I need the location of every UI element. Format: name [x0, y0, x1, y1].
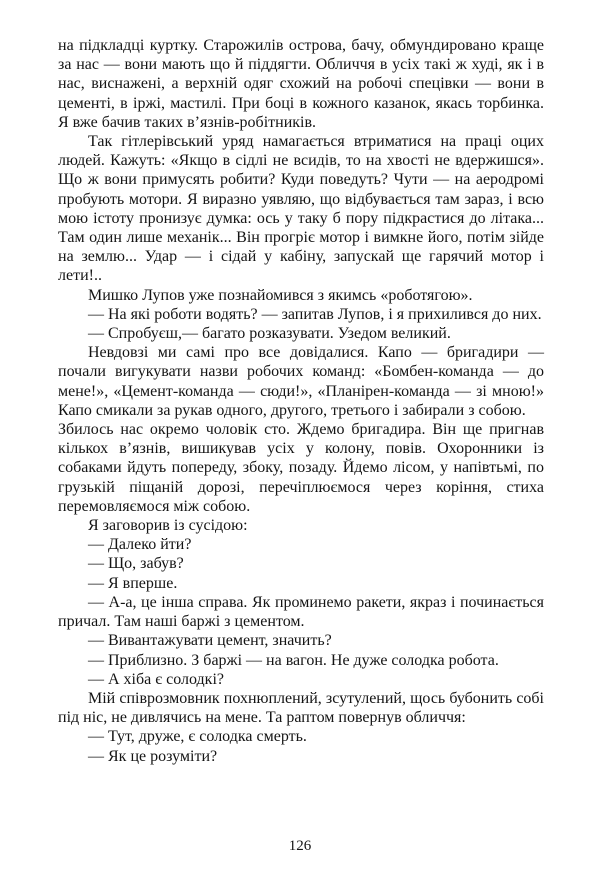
paragraph-1: на підкладці куртку. Старожилів острова, бачу, обмундировано краще за нас — вони мають що й піддягти. Обличчя в усіх такі ж худі, як і в нас, виснажені, а верхній одяг схожий на робочі спецівки — вони в цементі, в іржі, мастилі. При боці в кожного казанок, якась торбинка. Я вже бачив таких в’язнів-робітників.	[58, 37, 544, 131]
paragraph-6: Невдовзі ми самі про все довідалися. Капо — бригадири — почали вигукувати назви робочих команд: «Бомбен-команда — до мене!», «Цемент-команда — сюди!», «Планірен-команда — зі мною!» Капо смикали за рукав одного, другого, третього і забирали з собою.	[58, 344, 544, 419]
paragraph-4: — На які роботи водять? — запитав Лупов, і я прихилився до них.	[88, 305, 542, 323]
paragraph-5: — Спробуєш,— багато розказувати. Узедом великий.	[88, 325, 451, 343]
paragraph-16: Мій співрозмовник похнюплений, зсутулений, щось бубонить собі під ніс, не дивлячись на мене. Та раптом повернув обличчя:	[58, 689, 544, 727]
dialogue-line: — Вивантажувати цемент, значить?	[88, 632, 332, 650]
paragraph-8: Я заговорив із сусідою:	[88, 517, 248, 535]
dialogue-line: — Тут, друже, є солодка смерть.	[88, 728, 307, 746]
paragraph-7: Збилось нас окремо чоловік сто. Ждемо бригадира. Він ще пригнав кількох в’язнів, вишикував усіх у колону, повів. Охоронники із собаками йдуть попереду, збоку, позаду. Йдемо лісом, у напівтьмі, по грузькій піщаній дорозі, перечіплюємося через коріння, стиха перемовляємося між собою.	[58, 421, 544, 515]
dialogue-line: — А-а, це інша справа. Як проминемо ракети, якраз і починається причал. Там наші баржі з цементом.	[58, 593, 544, 631]
dialogue-line: — А хіба є солодкі?	[88, 670, 224, 688]
paragraph-2: Так гітлерівський уряд намагається втриматися на праці оцих людей. Кажуть: «Якщо в сідлі не всидів, то на хвості не вдержишся». Що ж вони примусять робити? Куди поведуть? Чути — на аеродромі пробують мотори. Я виразно уявляю, що відбувається там зараз, і всю мою істоту пронизує думка: ось у таку б пору підкрастися до літака... Там один лише механік... Він прогріє мотор і вимкне його, потім зійде на землю... Удар — і сідай у кабіну, запускай ще гарячий мотор і лети!..	[58, 133, 544, 285]
dialogue-line: — Я вперше.	[88, 574, 178, 592]
dialogue-line: — Далеко йти?	[88, 536, 192, 554]
page-body	[58, 36, 544, 766]
page-number: 126	[288, 838, 312, 854]
dialogue-line: — Що, забув?	[88, 555, 184, 573]
dialogue-line: — Приблизно. З баржі — на вагон. Не дуже солодка робота.	[88, 651, 499, 669]
paragraph-3: Мишко Лупов уже познайомився з якимсь «роботягою».	[88, 286, 473, 304]
dialogue-line: — Як це розуміти?	[88, 747, 218, 765]
